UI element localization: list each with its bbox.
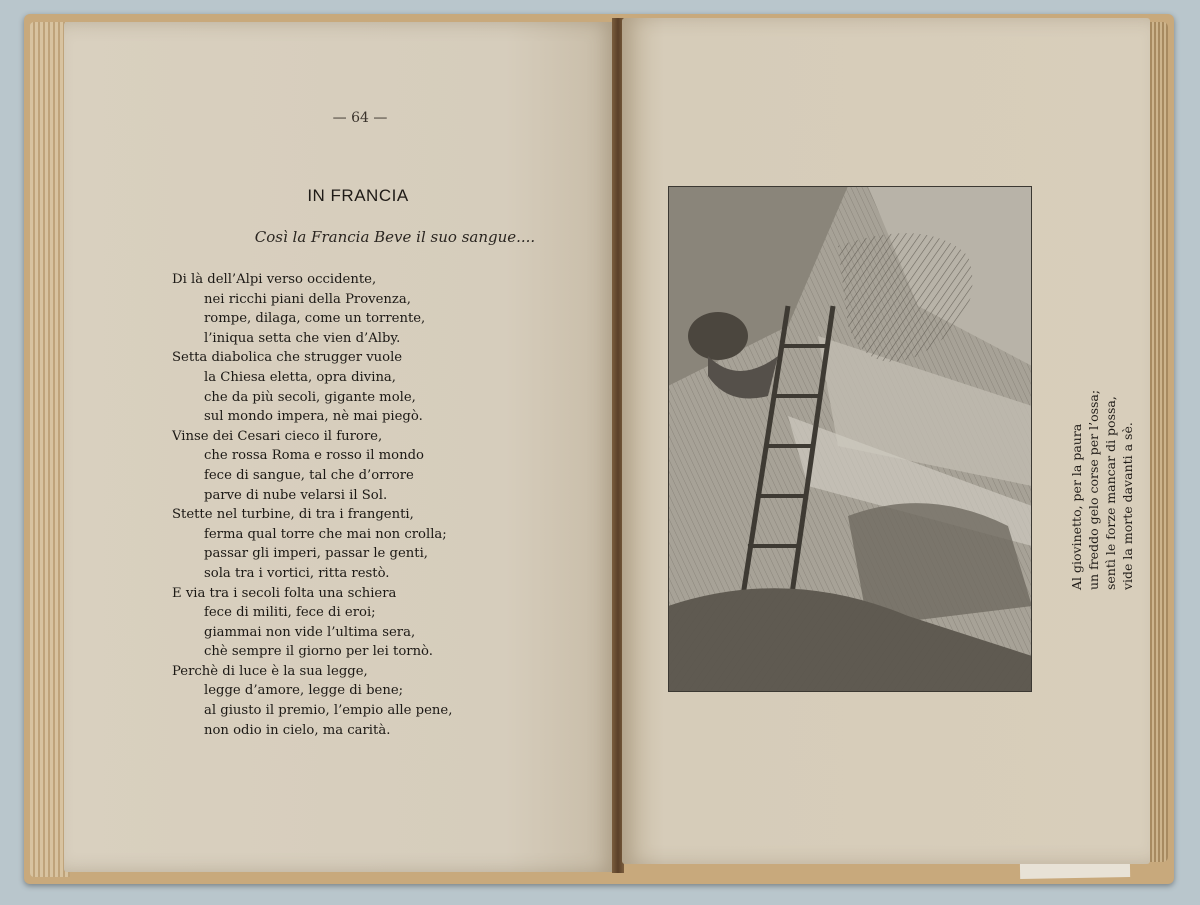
poem-line: Perchè di luce è la sua legge, [172,663,368,679]
illustration-caption [1048,310,1158,590]
poem-line: E via tra i secoli folta una schiera [172,585,397,601]
page-number: — 64 — [332,110,388,126]
poem-line: passar gli imperi, passar le genti, [204,546,429,562]
poem-line: fece di sangue, tal che d’orrore [204,467,414,483]
poem-line: Vinse dei Cesari cieco il furore, [172,428,383,444]
caption-text [1068,310,1136,590]
poem-line: Di là dell’Alpi verso occidente, [172,272,377,287]
poem-line: la Chiesa eletta, opra divina, [204,369,396,385]
poem-line: ferma qual torre che mai non crolla; [204,526,447,542]
poem-line: non odio in cielo, ma carità. [204,722,391,738]
poem-epigraph: Così la Francia Beve il suo sangue.... [254,228,536,246]
caption-line: Al giovinetto, per la paura [1069,423,1084,590]
poem-line: sul mondo impera, nè mai piegò. [204,409,423,425]
poem-line: rompe, dilaga, come un torrente, [204,311,426,327]
poem-line: Stette nel turbine, di tra i frangenti, [172,507,414,523]
caption-line: un freddo gelo corse per l’ossa; [1086,389,1101,590]
poem-title: IN FRANCIA [307,186,409,205]
poem-line: nei ricchi piani della Provenza, [204,291,411,307]
poem-body [172,270,592,740]
poem-line: legge d’amore, legge di bene; [204,683,404,699]
poem-line: fece di militi, fece di eroi; [204,605,376,621]
poem-line: al giusto il premio, l’empio alle pene, [204,703,453,719]
poem-line: sola tra i vortici, ritta restò. [204,565,390,581]
poem-line: l’iniqua setta che vien d’Alby. [204,330,401,346]
poem-line: che da più secoli, gigante mole, [204,389,416,405]
poem-line: parve di nube velarsi il Sol. [204,487,388,503]
poem-line: chè sempre il giorno per lei tornò. [204,644,433,660]
illustration [668,186,1032,692]
poem-line: che rossa Roma e rosso il mondo [204,448,424,464]
poem-line: Setta diabolica che strugger vuole [172,350,403,366]
caption-line: sentì le forze mancar di possa, [1103,396,1118,590]
ladder-engraving-image [668,186,1032,692]
poem-line: giammai non vide l’ultima sera, [204,624,416,640]
caption-line: vide la morte davanti a sè. [1120,422,1135,590]
